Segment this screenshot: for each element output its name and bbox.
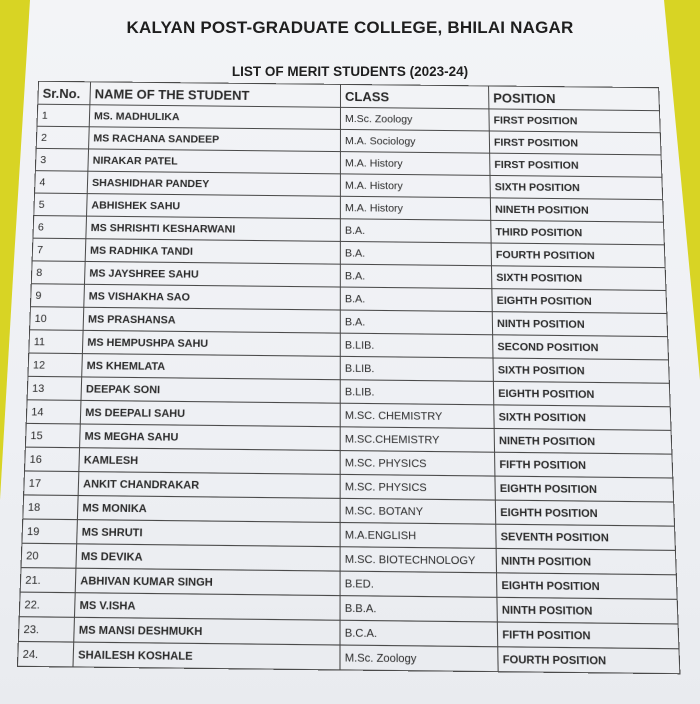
list-title: LIST OF MERIT STUDENTS (2023-24) [231, 64, 469, 79]
cell-class: B.LIB. [340, 333, 493, 358]
cell-sr-no: 16 [25, 447, 80, 471]
cell-position: SIXTH POSITION [494, 405, 671, 431]
cell-class: M.A. History [340, 152, 490, 176]
cell-sr-no: 9 [30, 284, 84, 308]
cell-class: M.SC. BIOTECHNOLOGY [340, 547, 496, 573]
cell-class: B.A. [340, 287, 492, 312]
cell-student-name: SHASHIDHAR PANDEY [87, 171, 340, 196]
cell-student-name: MS. MADHULIKA [89, 105, 340, 130]
cell-student-name: MS MONIKA [77, 496, 340, 523]
cell-sr-no: 7 [32, 238, 86, 261]
cell-position: EIGHTH POSITION [497, 573, 678, 600]
cell-student-name: MS SHRUTI [77, 520, 340, 547]
merit-table-wrapper [17, 81, 679, 674]
cell-position: SIXTH POSITION [490, 175, 663, 199]
merit-table [17, 81, 681, 675]
cell-sr-no: 8 [31, 261, 85, 284]
header-position: POSITION [489, 86, 660, 111]
cell-class: B.LIB. [340, 356, 493, 381]
cell-class: B.LIB. [340, 380, 494, 405]
cell-class: M.SC. PHYSICS [340, 451, 495, 477]
cell-position: NINETH POSITION [494, 428, 672, 454]
cell-sr-no: 6 [33, 216, 87, 239]
cell-class: M.Sc. Zoology [340, 645, 498, 672]
cell-position: THIRD POSITION [491, 220, 665, 244]
cell-student-name: MS MANSI DESHMUKH [74, 617, 340, 645]
cell-class: M.A. History [340, 196, 490, 220]
college-title: KALYAN POST-GRADUATE COLLEGE, BHILAI NAGAR [126, 18, 574, 37]
cell-position: EIGHTH POSITION [495, 500, 674, 526]
cell-position: SEVENTH POSITION [496, 524, 676, 550]
cell-position: NINTH POSITION [496, 548, 676, 574]
cell-student-name: DEEPAK SONI [81, 377, 340, 403]
cell-student-name: MS SHRISHTI KESHARWANI [86, 216, 341, 241]
cell-class: B.C.A. [340, 620, 498, 647]
cell-student-name: MS JAYSHREE SAHU [84, 261, 340, 287]
cell-sr-no: 15 [25, 423, 80, 447]
cell-position: EIGHTH POSITION [493, 381, 670, 406]
cell-class: B.B.A. [340, 596, 497, 622]
cell-position: SECOND POSITION [493, 335, 669, 360]
cell-sr-no: 4 [35, 171, 88, 194]
cell-student-name: MS DEVIKA [76, 544, 340, 571]
cell-class: B.A. [340, 219, 491, 243]
cell-position: EIGHTH POSITION [495, 476, 674, 502]
cell-sr-no: 14 [26, 400, 81, 424]
cell-class: B.A. [340, 310, 492, 335]
cell-class: M.A. Sociology [340, 129, 489, 153]
cell-sr-no: 11 [29, 330, 83, 354]
cell-student-name: MS KHEMLATA [82, 354, 341, 380]
cell-class: M.Sc. Zoology [340, 107, 489, 131]
cell-sr-no: 3 [35, 148, 88, 171]
cell-student-name: KAMLESH [79, 448, 340, 475]
cell-class: M.A. History [340, 174, 490, 198]
cell-class: B.ED. [340, 571, 497, 597]
cell-sr-no: 2 [36, 126, 89, 149]
header-student-name: NAME OF THE STUDENT [90, 82, 341, 108]
cell-sr-no: 23. [18, 617, 74, 642]
cell-class: M.SC.CHEMISTRY [340, 427, 494, 452]
cell-class: M.SC. BOTANY [340, 498, 496, 524]
cell-sr-no: 13 [27, 376, 82, 400]
cell-sr-no: 21. [20, 568, 76, 593]
cell-student-name: MS MEGHA SAHU [80, 424, 341, 451]
cell-position: FIRST POSITION [490, 153, 662, 177]
cell-sr-no: 10 [30, 307, 84, 331]
cell-position: NINTH POSITION [497, 597, 678, 624]
cell-student-name: ABHIVAN KUMAR SINGH [75, 568, 340, 595]
cell-sr-no: 18 [23, 495, 78, 520]
cell-position: SIXTH POSITION [491, 266, 666, 291]
cell-sr-no: 22. [19, 592, 75, 617]
cell-student-name: MS HEMPUSHPA SAHU [82, 330, 340, 356]
cell-position: NINETH POSITION [490, 198, 663, 222]
cell-student-name: MS VISHAKHA SAO [84, 284, 341, 310]
cell-student-name: MS PRASHANSA [83, 307, 340, 333]
cell-position: NINTH POSITION [492, 312, 667, 337]
cell-class: M.SC. PHYSICS [340, 474, 495, 500]
cell-position: FIFTH POSITION [497, 622, 679, 649]
cell-position: FOURTH POSITION [491, 243, 665, 268]
cell-class: B.A. [340, 264, 492, 288]
cell-student-name: MS RADHIKA TANDI [85, 239, 340, 264]
table-body [17, 104, 679, 674]
cell-position: FIRST POSITION [489, 109, 660, 133]
cell-class: M.SC. CHEMISTRY [340, 403, 494, 428]
cell-position: EIGHTH POSITION [492, 289, 667, 314]
header-sr-no: Sr.No. [38, 81, 91, 104]
cell-position: SIXTH POSITION [493, 358, 669, 383]
cell-student-name: MS RACHANA SANDEEP [89, 127, 341, 152]
cell-sr-no: 24. [17, 641, 73, 667]
cell-sr-no: 12 [28, 353, 82, 377]
header-class: CLASS [340, 84, 488, 108]
cell-sr-no: 5 [34, 193, 87, 216]
cell-class: B.A. [340, 241, 491, 265]
cell-student-name: NIRAKAR PATEL [88, 149, 341, 174]
cell-student-name: MS V.ISHA [74, 593, 340, 621]
cell-student-name: ABHISHEK SAHU [87, 194, 341, 219]
cell-student-name: SHAILESH KOSHALE [73, 642, 340, 670]
cell-student-name: MS DEEPALI SAHU [80, 400, 340, 426]
cell-position: FOURTH POSITION [498, 647, 680, 674]
cell-sr-no: 17 [24, 471, 79, 496]
cell-position: FIFTH POSITION [495, 452, 673, 478]
cell-student-name: ANKIT CHANDRAKAR [78, 472, 340, 499]
cell-sr-no: 19 [22, 519, 77, 544]
cell-sr-no: 1 [37, 104, 90, 127]
cell-sr-no: 20 [21, 543, 77, 568]
cell-class: M.A.ENGLISH [340, 522, 496, 548]
cell-position: FIRST POSITION [489, 131, 661, 155]
